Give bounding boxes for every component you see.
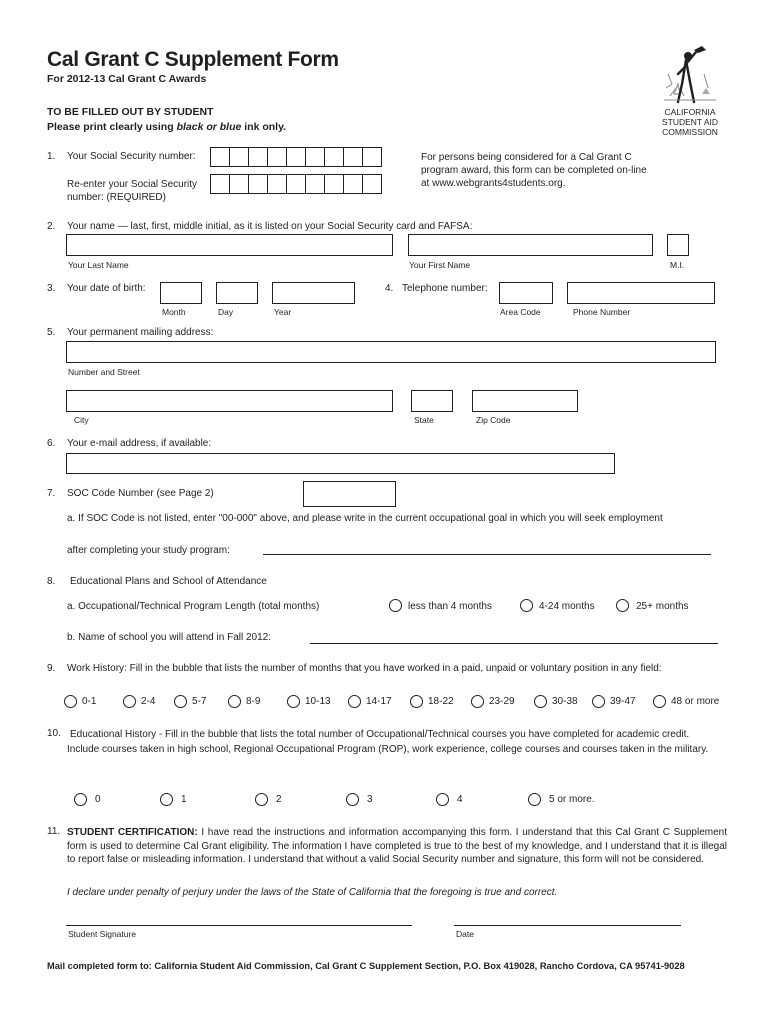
- work-history-label-10: 39-47: [610, 696, 636, 707]
- education-history-label-4: 3: [367, 794, 373, 805]
- logo-line-3: COMMISSION: [662, 127, 718, 137]
- q11-heading: STUDENT CERTIFICATION:: [67, 827, 198, 838]
- work-history-bubble-9[interactable]: [534, 695, 547, 708]
- instruction-post: ink only.: [241, 121, 287, 133]
- zip-code-caption: Zip Code: [476, 415, 511, 425]
- q8-sub-b: b. Name of school you will attend in Fall 2012:: [67, 632, 271, 643]
- signature-caption: Student Signature: [68, 929, 137, 939]
- city-input[interactable]: [66, 390, 393, 412]
- soc-code-input[interactable]: [303, 481, 396, 507]
- q11-declaration: I declare under penalty of perjury under the laws of the State of California that the foregoing is true and correct.: [67, 887, 558, 898]
- q1-online-note: For persons being considered for a Cal Grant C program award, this form can be completed on-line at www.webgrants4students.org.: [421, 152, 647, 189]
- last-name-caption: Your Last Name: [68, 260, 129, 270]
- state-caption: State: [414, 415, 434, 425]
- q3-number: 3.: [47, 283, 56, 294]
- q10-label: Educational History - Fill in the bubble that lists the total number of Occupational/Technical courses you have completed for academic credit. Include courses taken in high school, Regional Occupational Program (ROP), work experience, college courses and courses taken in the military.: [67, 729, 709, 755]
- q1-label: Your Social Security number:: [67, 151, 196, 162]
- last-name-input[interactable]: [66, 234, 393, 256]
- work-history-bubble-4[interactable]: [228, 695, 241, 708]
- education-history-bubble-5[interactable]: [436, 793, 449, 806]
- zip-code-input[interactable]: [472, 390, 578, 412]
- first-name-input[interactable]: [408, 234, 653, 256]
- email-input[interactable]: [66, 453, 615, 474]
- logo-line-1: CALIFORNIA: [664, 107, 716, 117]
- work-history-label-11: 48 or more: [671, 696, 720, 707]
- school-name-line[interactable]: [310, 643, 718, 644]
- work-history-bubble-1[interactable]: [64, 695, 77, 708]
- state-input[interactable]: [411, 390, 453, 412]
- education-history-label-1: 0: [95, 794, 101, 805]
- page-subtitle: For 2012-13 Cal Grant C Awards: [47, 73, 207, 85]
- street-input[interactable]: [66, 341, 716, 363]
- instruction-pre: Please print clearly using: [47, 121, 177, 133]
- q3-label: Your date of birth:: [67, 283, 146, 294]
- work-history-label-7: 18-22: [428, 696, 454, 707]
- page-title: Cal Grant C Supplement Form: [47, 48, 339, 71]
- birth-month-caption: Month: [162, 307, 186, 317]
- education-history-label-5: 4: [457, 794, 463, 805]
- program-length-bubble-1[interactable]: [389, 599, 402, 612]
- work-history-bubble-11[interactable]: [653, 695, 666, 708]
- work-history-label-2: 2-4: [141, 696, 156, 707]
- q8-number: 8.: [47, 576, 56, 587]
- birth-day-input[interactable]: [216, 282, 258, 304]
- q7-after-label: after completing your study program:: [67, 545, 230, 556]
- q1-reenter-label: Re-enter your Social Security number: (REQUIRED): [67, 179, 198, 203]
- ssn-input[interactable]: [210, 147, 382, 167]
- occupational-goal-line[interactable]: [263, 554, 711, 555]
- work-history-label-4: 8-9: [246, 696, 261, 707]
- program-length-label-3: 25+ months: [636, 601, 689, 612]
- q6-number: 6.: [47, 438, 56, 449]
- work-history-bubble-6[interactable]: [348, 695, 361, 708]
- q11-certification: [67, 826, 727, 867]
- work-history-label-3: 5-7: [192, 696, 207, 707]
- first-name-caption: Your First Name: [409, 260, 471, 270]
- mail-instructions: Mail completed form to: California Student Aid Commission, Cal Grant C Supplement Section, P.O. Box 419028, Rancho Cordova, CA 95741-9028: [47, 961, 685, 971]
- q7-number: 7.: [47, 488, 56, 499]
- work-history-bubble-5[interactable]: [287, 695, 300, 708]
- date-caption: Date: [456, 929, 474, 939]
- middle-initial-input[interactable]: [667, 234, 689, 256]
- q6-label: Your e-mail address, if available:: [67, 438, 212, 449]
- q8-label: Educational Plans and School of Attendance: [70, 576, 267, 587]
- signature-line[interactable]: [66, 925, 412, 926]
- birth-day-caption: Day: [218, 307, 234, 317]
- work-history-bubble-3[interactable]: [174, 695, 187, 708]
- birth-month-input[interactable]: [160, 282, 202, 304]
- work-history-bubble-8[interactable]: [471, 695, 484, 708]
- q5-label: Your permanent mailing address:: [67, 327, 214, 338]
- instruction-heading: TO BE FILLED OUT BY STUDENT: [47, 106, 214, 118]
- program-length-label-1: less than 4 months: [408, 601, 492, 612]
- education-history-bubble-1[interactable]: [74, 793, 87, 806]
- q2-number: 2.: [47, 221, 56, 232]
- csac-logo: [650, 44, 730, 144]
- education-history-bubble-6[interactable]: [528, 793, 541, 806]
- q11-text: I have read the instructions and information accompanying this form. I understand that this Cal Grant C Supplement form is used to determine Cal Grant eligibility. The information I have completed is true to the best of my knowledge, and I understand that it is illegal to report false or misleading information. I understand that without a valid Social Security number and signature, this form will not be considered.: [67, 827, 727, 865]
- program-length-bubble-2[interactable]: [520, 599, 533, 612]
- work-history-label-6: 14-17: [366, 696, 392, 707]
- street-caption: Number and Street: [68, 367, 140, 377]
- work-history-label-8: 23-29: [489, 696, 515, 707]
- logo-line-2: STUDENT AID: [661, 117, 719, 127]
- q4-label: Telephone number:: [402, 283, 488, 294]
- education-history-label-6: 5 or more.: [549, 794, 595, 805]
- ssn-reenter-input[interactable]: [210, 174, 382, 194]
- phone-number-input[interactable]: [567, 282, 715, 304]
- q5-number: 5.: [47, 327, 56, 338]
- work-history-bubble-2[interactable]: [123, 695, 136, 708]
- graduate-figure-icon: [650, 44, 730, 106]
- q1-number: 1.: [47, 151, 56, 162]
- date-line[interactable]: [454, 925, 681, 926]
- q2-label: Your name — last, first, middle initial, as it is listed on your Social Security card and FAFSA:: [67, 221, 473, 232]
- area-code-input[interactable]: [499, 282, 553, 304]
- instruction-line: [47, 121, 286, 133]
- q8-sub-a: a. Occupational/Technical Program Length (total months): [67, 601, 320, 612]
- work-history-bubble-7[interactable]: [410, 695, 423, 708]
- q9-number: 9.: [47, 663, 56, 674]
- q10-number: 10.: [47, 728, 61, 739]
- education-history-bubble-3[interactable]: [255, 793, 268, 806]
- education-history-label-3: 2: [276, 794, 282, 805]
- program-length-bubble-3[interactable]: [616, 599, 629, 612]
- work-history-label-5: 10-13: [305, 696, 331, 707]
- q4-number: 4.: [385, 283, 394, 294]
- area-code-caption: Area Code: [500, 307, 541, 317]
- q11-number: 11.: [47, 826, 61, 837]
- q7-sub-a: a. If SOC Code is not listed, enter "00-000" above, and please write in the current occupational goal in which you will seek employment: [67, 513, 663, 524]
- work-history-label-9: 30-38: [552, 696, 578, 707]
- q7-label: SOC Code Number (see Page 2): [67, 488, 214, 499]
- work-history-bubble-10[interactable]: [592, 695, 605, 708]
- birth-year-caption: Year: [274, 307, 292, 317]
- middle-initial-caption: M.I.: [670, 260, 685, 270]
- phone-number-caption: Phone Number: [573, 307, 631, 317]
- instruction-emphasis: black or blue: [176, 121, 242, 133]
- q9-label: Work History: Fill in the bubble that lists the number of months that you have worked in a paid, unpaid or voluntary position in any field:: [67, 663, 662, 674]
- birth-year-input[interactable]: [272, 282, 355, 304]
- work-history-label-1: 0-1: [82, 696, 97, 707]
- program-length-label-2: 4-24 months: [539, 601, 595, 612]
- education-history-label-2: 1: [181, 794, 187, 805]
- city-caption: City: [74, 415, 89, 425]
- education-history-bubble-2[interactable]: [160, 793, 173, 806]
- education-history-bubble-4[interactable]: [346, 793, 359, 806]
